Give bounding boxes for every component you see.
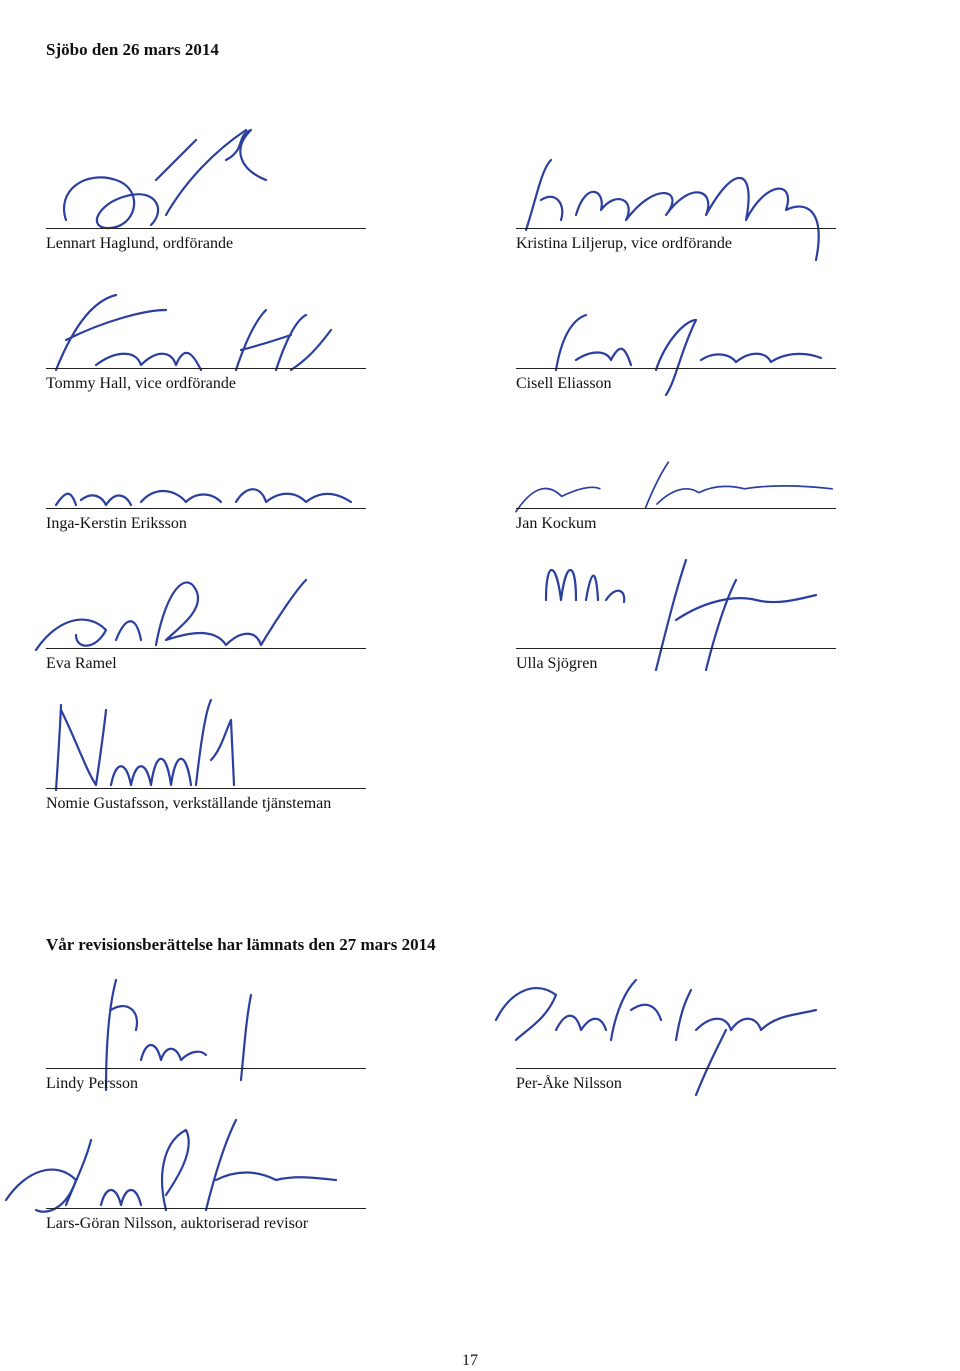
signature-block-eva-ramel — [46, 560, 366, 680]
signature-block-kristina-liljerup — [516, 120, 836, 260]
signature-block-cisell-eliasson — [516, 280, 836, 400]
signature-block-lars-goran-nilsson — [46, 1110, 366, 1240]
signature-block-ulla-sjogren — [516, 560, 836, 680]
signatory-name: Lars-Göran Nilsson, auktoriserad revisor — [46, 1215, 309, 1232]
signature-block-inga-kerstin-eriksson — [46, 430, 366, 540]
page-number: 17 — [462, 1352, 478, 1369]
signatory-name: Nomie Gustafsson, verkställande tjänsteman — [46, 795, 332, 812]
signatory-name: Tommy Hall, vice ordförande — [46, 375, 236, 392]
signatory-name: Lindy Persson — [46, 1075, 138, 1092]
signatory-name: Ulla Sjögren — [516, 655, 598, 672]
audit-statement-heading: Vår revisionsberättelse har lämnats den 27 mars 2014 — [46, 935, 436, 954]
signature-block-tommy-hall — [46, 280, 366, 400]
signature-block-lennart-haglund — [46, 120, 366, 260]
signatory-name: Cisell Eliasson — [516, 375, 612, 392]
signature-block-per-ake-nilsson — [516, 970, 836, 1100]
signatory-name: Inga-Kerstin Eriksson — [46, 515, 187, 532]
signatory-name: Lennart Haglund, ordförande — [46, 235, 234, 252]
signatory-name: Kristina Liljerup, vice ordförande — [516, 235, 732, 252]
signature-block-nomie-gustafsson — [46, 690, 366, 820]
place-date-heading: Sjöbo den 26 mars 2014 — [46, 40, 219, 59]
signatory-name: Eva Ramel — [46, 655, 117, 672]
signature-block-jan-kockum — [516, 430, 836, 540]
signatory-name: Per-Åke Nilsson — [516, 1075, 622, 1092]
signature-block-lindy-persson — [46, 970, 366, 1100]
signatory-name: Jan Kockum — [516, 515, 597, 532]
